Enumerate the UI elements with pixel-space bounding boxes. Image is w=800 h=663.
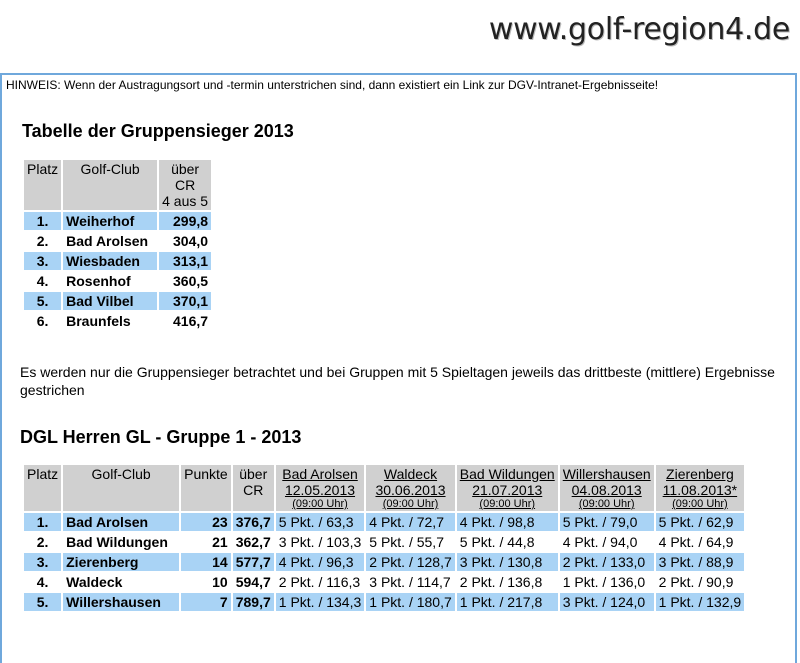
venue-date-link[interactable]: 11.08.2013* xyxy=(662,482,738,498)
points-cell: 23 xyxy=(181,513,231,531)
table-header-row xyxy=(24,465,744,511)
group-winners-title: Tabelle der Gruppensieger 2013 xyxy=(22,121,294,141)
points-cell: 7 xyxy=(181,593,231,611)
rank-cell: 3. xyxy=(24,252,61,270)
cr-cell: 577,7 xyxy=(233,553,274,571)
venue-time[interactable]: (09:00 Uhr) xyxy=(382,498,439,510)
venue-date-link[interactable]: 21.07.2013 xyxy=(472,482,543,498)
points-cell: 21 xyxy=(212,534,228,550)
table-row xyxy=(24,573,744,591)
table-row xyxy=(24,272,211,290)
rank-cell: 6. xyxy=(36,313,49,329)
cr-cell: 299,8 xyxy=(159,212,211,230)
score-cell: 2 Pkt. / 136,8 xyxy=(459,574,543,590)
table-row xyxy=(24,553,744,571)
table-row xyxy=(24,212,211,230)
group1-table xyxy=(22,463,746,613)
cr-cell: 313,1 xyxy=(159,252,211,270)
score-cell: 4 Pkt. / 72,7 xyxy=(366,513,455,531)
club-cell: Bad Wildungen xyxy=(66,534,168,550)
rank-cell: 1. xyxy=(24,513,61,531)
cr-cell: 304,0 xyxy=(173,233,209,249)
score-cell: 3 Pkt. / 130,8 xyxy=(457,553,558,571)
header-platz: Platz xyxy=(24,465,61,511)
points-cell: 14 xyxy=(181,553,231,571)
rank-cell: 5. xyxy=(24,593,61,611)
header-cr-line3: 4 aus 5 xyxy=(162,193,209,209)
score-cell: 5 Pkt. / 62,9 xyxy=(656,513,745,531)
score-cell: 1 Pkt. / 136,0 xyxy=(562,574,646,590)
rank-cell: 1. xyxy=(24,212,61,230)
club-cell: Braunfels xyxy=(66,313,131,329)
table-row xyxy=(24,533,744,551)
rank-cell: 2. xyxy=(36,233,49,249)
rank-cell: 3. xyxy=(24,553,61,571)
header-platz: Platz xyxy=(24,160,61,210)
score-cell: 5 Pkt. / 44,8 xyxy=(459,534,535,550)
score-cell: 4 Pkt. / 64,9 xyxy=(658,534,734,550)
rank-cell: 5. xyxy=(24,292,61,310)
header-club: Golf-Club xyxy=(63,465,179,511)
score-cell: 4 Pkt. / 94,0 xyxy=(562,534,638,550)
venue-header[interactable] xyxy=(276,465,365,511)
venue-time[interactable]: (09:00 Uhr) xyxy=(578,498,635,510)
header-cr xyxy=(159,160,211,210)
header-club: Golf-Club xyxy=(63,160,157,210)
venue-date-link[interactable]: 30.06.2013 xyxy=(375,482,446,498)
venue-header[interactable] xyxy=(560,465,654,511)
scoring-note: Es werden nur die Gruppensieger betrachtet und bei Gruppen mit 5 Spieltagen jeweils das drittbeste (mittlere) Ergebnisse gestrichen xyxy=(20,364,775,398)
rank-cell: 4. xyxy=(36,273,49,289)
cr-cell: 362,7 xyxy=(235,534,271,550)
club-cell: Bad Arolsen xyxy=(66,233,149,249)
group1-title: DGL Herren GL - Gruppe 1 - 2013 xyxy=(20,427,302,447)
club-cell: Willershausen xyxy=(63,593,179,611)
cr-cell: 376,7 xyxy=(233,513,274,531)
club-cell: Rosenhof xyxy=(66,273,131,289)
score-cell: 2 Pkt. / 90,9 xyxy=(658,574,734,590)
score-cell: 1 Pkt. / 132,9 xyxy=(656,593,745,611)
site-url-logo[interactable]: www.golf-region4.de xyxy=(488,12,790,47)
club-cell: Waldeck xyxy=(66,574,123,590)
score-cell: 5 Pkt. / 79,0 xyxy=(560,513,654,531)
header-cr-line1: über xyxy=(239,466,268,482)
score-cell: 3 Pkt. / 103,3 xyxy=(278,534,362,550)
venue-link[interactable]: Bad Wildungen xyxy=(459,466,555,482)
club-cell: Bad Vilbel xyxy=(63,292,157,310)
table-row xyxy=(24,292,211,310)
header-cr xyxy=(233,465,274,511)
venue-date-link[interactable]: 12.05.2013 xyxy=(284,482,356,498)
score-cell: 3 Pkt. / 88,9 xyxy=(656,553,745,571)
venue-date-link[interactable]: 04.08.2013 xyxy=(571,482,642,498)
rank-cell: 2. xyxy=(36,534,49,550)
points-cell: 10 xyxy=(212,574,228,590)
score-cell: 1 Pkt. / 217,8 xyxy=(457,593,558,611)
club-cell: Bad Arolsen xyxy=(63,513,179,531)
venue-link[interactable]: Bad Arolsen xyxy=(282,466,358,482)
score-cell: 1 Pkt. / 180,7 xyxy=(366,593,455,611)
group-winners-table xyxy=(22,158,213,332)
score-cell: 5 Pkt. / 63,3 xyxy=(276,513,365,531)
rank-cell: 4. xyxy=(36,574,49,590)
venue-link[interactable]: Zierenberg xyxy=(666,466,734,482)
score-cell: 4 Pkt. / 96,3 xyxy=(276,553,365,571)
score-cell: 2 Pkt. / 116,3 xyxy=(278,574,361,590)
header-cr-line2: CR xyxy=(174,177,196,193)
score-cell: 5 Pkt. / 55,7 xyxy=(369,534,444,550)
table-row xyxy=(24,232,211,250)
venue-header[interactable] xyxy=(457,465,558,511)
venue-time[interactable]: (09:00 Uhr) xyxy=(479,498,536,510)
club-cell: Weiherhof xyxy=(63,212,157,230)
table-row xyxy=(24,593,744,611)
table-row xyxy=(24,252,211,270)
cr-cell: 416,7 xyxy=(173,313,209,329)
score-cell: 3 Pkt. / 124,0 xyxy=(560,593,654,611)
score-cell: 2 Pkt. / 128,7 xyxy=(366,553,455,571)
site-header xyxy=(0,0,800,70)
header-cr-line2: CR xyxy=(243,482,264,498)
table-header-row xyxy=(24,160,211,210)
venue-time[interactable]: (09:00 Uhr) xyxy=(672,498,728,510)
hint-text: HINWEIS: Wenn der Austragungsort und -termin unterstrichen sind, dann existiert ein Link zur DGV-Intranet-Ergebnisseite! xyxy=(6,78,659,92)
cr-cell: 360,5 xyxy=(173,273,209,289)
club-cell: Zierenberg xyxy=(63,553,179,571)
club-cell: Wiesbaden xyxy=(63,252,157,270)
cr-cell: 789,7 xyxy=(233,593,274,611)
header-punkte: Punkte xyxy=(181,465,231,511)
score-cell: 3 Pkt. / 114,7 xyxy=(369,574,451,590)
cr-cell: 370,1 xyxy=(159,292,211,310)
header-cr-line1: über xyxy=(171,161,200,177)
venue-time[interactable]: (09:00 Uhr) xyxy=(292,498,348,510)
table-row xyxy=(24,312,211,330)
venue-link[interactable]: Willershausen xyxy=(562,466,651,482)
score-cell: 4 Pkt. / 98,8 xyxy=(457,513,558,531)
venue-link[interactable]: Waldeck xyxy=(383,466,438,482)
table-row xyxy=(24,513,744,531)
cr-cell: 594,7 xyxy=(235,574,271,590)
venue-header[interactable] xyxy=(366,465,455,511)
score-cell: 2 Pkt. / 133,0 xyxy=(560,553,654,571)
venue-header[interactable] xyxy=(656,465,745,511)
score-cell: 1 Pkt. / 134,3 xyxy=(276,593,365,611)
